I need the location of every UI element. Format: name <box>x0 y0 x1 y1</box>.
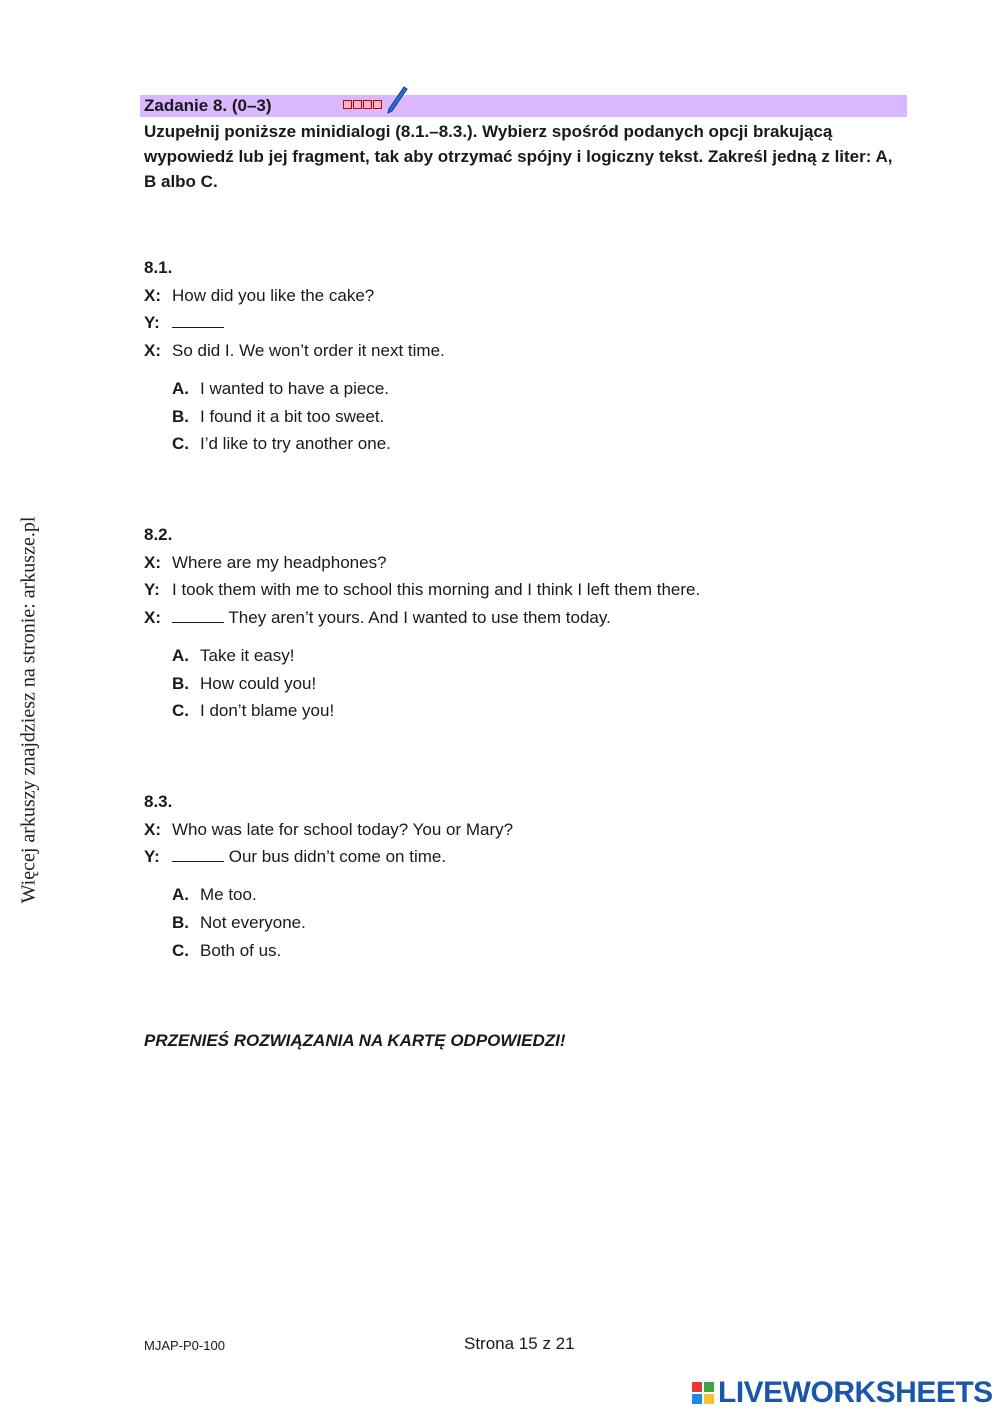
logo-text: LIVEWORKSHEETS <box>718 1376 993 1409</box>
option-text: Take it easy! <box>200 645 295 665</box>
answer-option[interactable] <box>172 646 295 666</box>
option-text: Me too. <box>200 885 257 905</box>
option-letter: C. <box>172 701 189 721</box>
speaker-label: Y: <box>144 313 160 333</box>
answer-gap <box>172 860 224 862</box>
logo-grid-icon <box>692 1382 714 1404</box>
answer-option[interactable] <box>172 913 306 933</box>
pen-icon <box>386 86 408 119</box>
item-number: 8.2. <box>144 525 173 544</box>
liveworksheets-logo[interactable] <box>692 1376 993 1410</box>
option-text: Not everyone. <box>200 912 306 932</box>
dialogue-line <box>144 820 513 840</box>
option-letter: B. <box>172 673 189 693</box>
answer-gap <box>172 621 224 623</box>
dialogue-line <box>144 341 445 361</box>
dialogue-line <box>144 286 374 306</box>
speaker-label: X: <box>144 285 161 305</box>
option-letter: A. <box>172 378 189 398</box>
dialogue-line <box>144 580 700 600</box>
answer-option[interactable] <box>172 434 391 454</box>
exam-code: MJAP-P0-100 <box>144 1338 225 1353</box>
dialogue-text: Where are my headphones? <box>172 552 387 572</box>
answer-gap <box>172 326 224 328</box>
option-letter: C. <box>172 434 189 454</box>
speaker-label: X: <box>144 552 161 572</box>
speaker-label: Y: <box>144 580 160 600</box>
option-letter: C. <box>172 940 189 960</box>
item-number: 8.1. <box>144 258 173 277</box>
dialogue-text: They aren’t yours. And I wanted to use them today. <box>228 608 611 628</box>
item-number: 8.3. <box>144 792 173 811</box>
dialogue-line <box>144 313 224 333</box>
answer-option[interactable] <box>172 407 384 427</box>
answer-option[interactable] <box>172 701 334 721</box>
side-watermark-text: Więcej arkuszy znajdziesz na stronie: arkusze.pl <box>17 516 40 904</box>
dialogue-line <box>144 608 611 628</box>
dialogue-text: I took them with me to school this morning and I think I left them there. <box>172 580 701 600</box>
dialogue-text: How did you like the cake? <box>172 285 375 305</box>
answer-option[interactable] <box>172 885 257 905</box>
dialogue-text: Who was late for school today? You or Mary? <box>172 819 514 839</box>
answer-option[interactable] <box>172 941 281 961</box>
speaker-label: X: <box>144 341 161 361</box>
option-text: I wanted to have a piece. <box>200 378 390 398</box>
transfer-reminder: PRZENIEŚ ROZWIĄZANIA NA KARTĘ ODPOWIEDZI! <box>144 1031 566 1050</box>
task-instruction: Uzupełnij poniższe minidialogi (8.1.–8.3.). Wybierz spośród podanych opcji brakującą wypowiedź lub jej fragment, tak aby otrzymać spójny i logiczny tekst. Zakreśl jedną z liter: A, B albo C. <box>144 122 893 191</box>
option-text: I found it a bit too sweet. <box>200 406 385 426</box>
dialogue-text: Our bus didn’t come on time. <box>228 847 447 867</box>
option-text: How could you! <box>200 673 317 693</box>
speaker-label: X: <box>144 819 161 839</box>
option-text: I’d like to try another one. <box>200 434 391 454</box>
speaker-label: X: <box>144 608 161 628</box>
answer-option[interactable] <box>172 379 389 399</box>
dialogue-line <box>144 847 446 867</box>
task-title: Zadanie 8. (0–3) <box>144 96 272 115</box>
option-letter: B. <box>172 406 189 426</box>
page-number: Strona 15 z 21 <box>464 1334 575 1353</box>
option-letter: A. <box>172 885 189 905</box>
option-letter: A. <box>172 645 189 665</box>
answer-option[interactable] <box>172 674 316 694</box>
scoring-boxes-icon <box>343 100 382 109</box>
dialogue-line <box>144 553 387 573</box>
option-text: I don’t blame you! <box>200 701 335 721</box>
option-text: Both of us. <box>200 940 282 960</box>
dialogue-text: So did I. We won’t order it next time. <box>172 341 445 361</box>
option-letter: B. <box>172 912 189 932</box>
speaker-label: Y: <box>144 847 160 867</box>
